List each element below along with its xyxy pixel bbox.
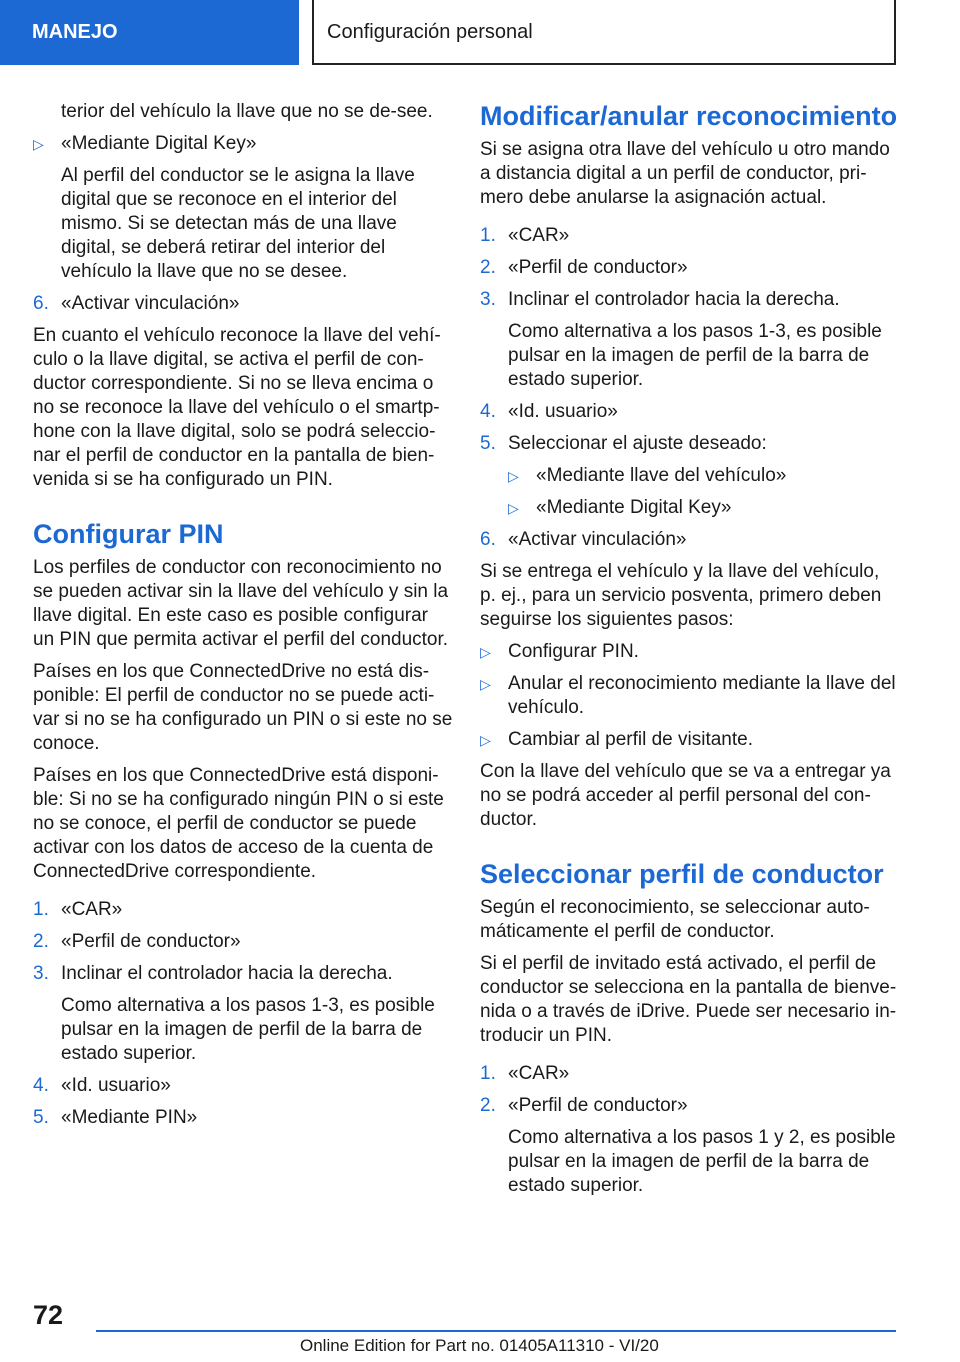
list-item [33, 132, 453, 156]
header-bar [312, 0, 896, 65]
edition-footer: Online Edition for Part no. 01405A11310 - VI/20 [300, 1336, 659, 1355]
step-text: «Id. usuario» [61, 1075, 171, 1096]
list-item [33, 1106, 453, 1130]
step-note: Como alternativa a los pasos 1-3, es posible pulsar en la imagen de perfil de la barra de estado superior. [61, 995, 435, 1064]
list-item [33, 898, 453, 922]
step-text: «Activar vinculación» [61, 293, 240, 314]
triangle-bullet-icon: ▷ [480, 644, 491, 660]
step-text: «Perfil de conductor» [508, 1095, 688, 1116]
bullet-text: Configurar PIN. [508, 641, 639, 662]
list-item [33, 292, 453, 316]
list-item [480, 496, 900, 520]
section-title: Configuración personal [327, 21, 533, 43]
list-item [33, 930, 453, 954]
sub-option: «Mediante Digital Key» [536, 497, 732, 518]
list-item [480, 432, 900, 456]
list-item [480, 464, 900, 488]
paragraph: Países en los que ConnectedDrive no está dis-ponible: El perfil de conductor no se puede acti-var si no se ha configurado un PIN o si este no se conoce. [33, 661, 453, 754]
bullet-text: Anular el reconocimiento mediante la llave del vehículo. [508, 673, 896, 718]
sub-option: «Mediante llave del vehículo» [536, 465, 787, 486]
list-item [480, 1094, 900, 1118]
step-text: «CAR» [508, 225, 570, 246]
chapter-label: MANEJO [32, 21, 118, 43]
step-text: «Id. usuario» [508, 401, 618, 422]
step-text: Inclinar el controlador hacia la derecha. [508, 289, 840, 310]
step-number: 1. [480, 225, 496, 246]
step-number: 6. [33, 293, 49, 314]
step-text: «Activar vinculación» [508, 529, 687, 550]
step-text: «CAR» [508, 1063, 570, 1084]
step-text: «CAR» [61, 899, 123, 920]
step-number: 2. [33, 931, 49, 952]
triangle-bullet-icon: ▷ [508, 468, 519, 484]
step-number: 4. [480, 401, 496, 422]
right-column [480, 100, 900, 1206]
step-number: 6. [480, 529, 496, 550]
bullet-description: Al perfil del conductor se le asigna la llave digital que se reconoce en el interior del mismo. Si se detectan más de una llave digital, se deberá retirar del interior del vehículo la llave que no se desee. [61, 165, 415, 282]
bullet-label: «Mediante Digital Key» [61, 133, 257, 154]
list-item [480, 400, 900, 424]
list-item [480, 728, 900, 752]
step-number: 4. [33, 1075, 49, 1096]
step-text: «Mediante PIN» [61, 1107, 198, 1128]
paragraph: Con la llave del vehículo que se va a entregar ya no se podrá acceder al perfil personal del con-ductor. [480, 761, 891, 830]
paragraph: En cuanto el vehículo reconoce la llave del vehí-culo o la llave digital, se activa el perfil de con-ductor correspondiente. Si no se lleva encima o no se reconoce la llave del vehículo o el smartp-hone con la llave digital, solo se podrá seleccio-nar el perfil de conductor en la pantalla de bien-venida si se ha configurado un PIN. [33, 325, 441, 490]
list-item [480, 256, 900, 280]
triangle-bullet-icon: ▷ [480, 676, 491, 692]
step-number: 2. [480, 1095, 496, 1116]
continued-paragraph: terior del vehículo la llave que no se de-see. [61, 101, 433, 122]
step-text: Seleccionar el ajuste deseado: [508, 433, 767, 454]
list-item [480, 288, 900, 312]
step-number: 3. [33, 963, 49, 984]
step-text: «Perfil de conductor» [61, 931, 241, 952]
step-number: 5. [480, 433, 496, 454]
section-heading: Modificar/anular reconocimiento [480, 101, 898, 131]
step-number: 3. [480, 289, 496, 310]
triangle-bullet-icon: ▷ [480, 732, 491, 748]
step-number: 5. [33, 1107, 49, 1128]
triangle-bullet-icon: ▷ [33, 136, 44, 152]
list-item [480, 640, 900, 664]
triangle-bullet-icon: ▷ [508, 500, 519, 516]
list-item [480, 1062, 900, 1086]
section-heading: Seleccionar perfil de conductor [480, 859, 884, 889]
bullet-text: Cambiar al perfil de visitante. [508, 729, 753, 750]
paragraph: Si el perfil de invitado está activado, el perfil de conductor se selecciona en la pantalla de bienve-nida o a través de iDrive. Puede ser necesario in-troducir un PIN. [480, 953, 897, 1046]
step-note: Como alternativa a los pasos 1 y 2, es posible pulsar en la imagen de perfil de la barra de estado superior. [508, 1127, 896, 1196]
paragraph: Los perfiles de conductor con reconocimiento no se pueden activar sin la llave del vehículo y sin la llave digital. En este caso es posible configurar un PIN que permita activar el perfil del conductor. [33, 557, 449, 650]
step-number: 1. [33, 899, 49, 920]
step-number: 2. [480, 257, 496, 278]
step-note: Como alternativa a los pasos 1-3, es posible pulsar en la imagen de perfil de la barra de estado superior. [508, 321, 882, 390]
chapter-tab [0, 0, 299, 65]
step-text: «Perfil de conductor» [508, 257, 688, 278]
footer-divider [96, 1330, 896, 1332]
list-item [480, 672, 900, 720]
page-number: 72 [33, 1300, 64, 1330]
step-text: Inclinar el controlador hacia la derecha. [61, 963, 393, 984]
section-heading: Configurar PIN [33, 519, 224, 549]
list-item [33, 962, 453, 986]
paragraph: Según el reconocimiento, se seleccionar auto-máticamente el perfil de conductor. [480, 897, 870, 942]
step-number: 1. [480, 1063, 496, 1084]
paragraph: Países en los que ConnectedDrive está disponi-ble: Si no se ha configurado ningún PIN o si este no se conoce, el perfil de conductor se puede activar con los datos de acceso de la cuenta de ConnectedDrive correspondiente. [33, 765, 444, 882]
list-item [480, 224, 900, 248]
list-item [480, 528, 900, 552]
paragraph: Si se asigna otra llave del vehículo u otro mando a distancia digital a un perfil de conductor, pri-mero debe anularse la asignación actual. [480, 139, 890, 208]
list-item [33, 1074, 453, 1098]
left-column [33, 100, 453, 1138]
paragraph: Si se entrega el vehículo y la llave del vehículo, p. ej., para un servicio posventa, primero deben seguirse los siguientes pasos: [480, 561, 882, 630]
